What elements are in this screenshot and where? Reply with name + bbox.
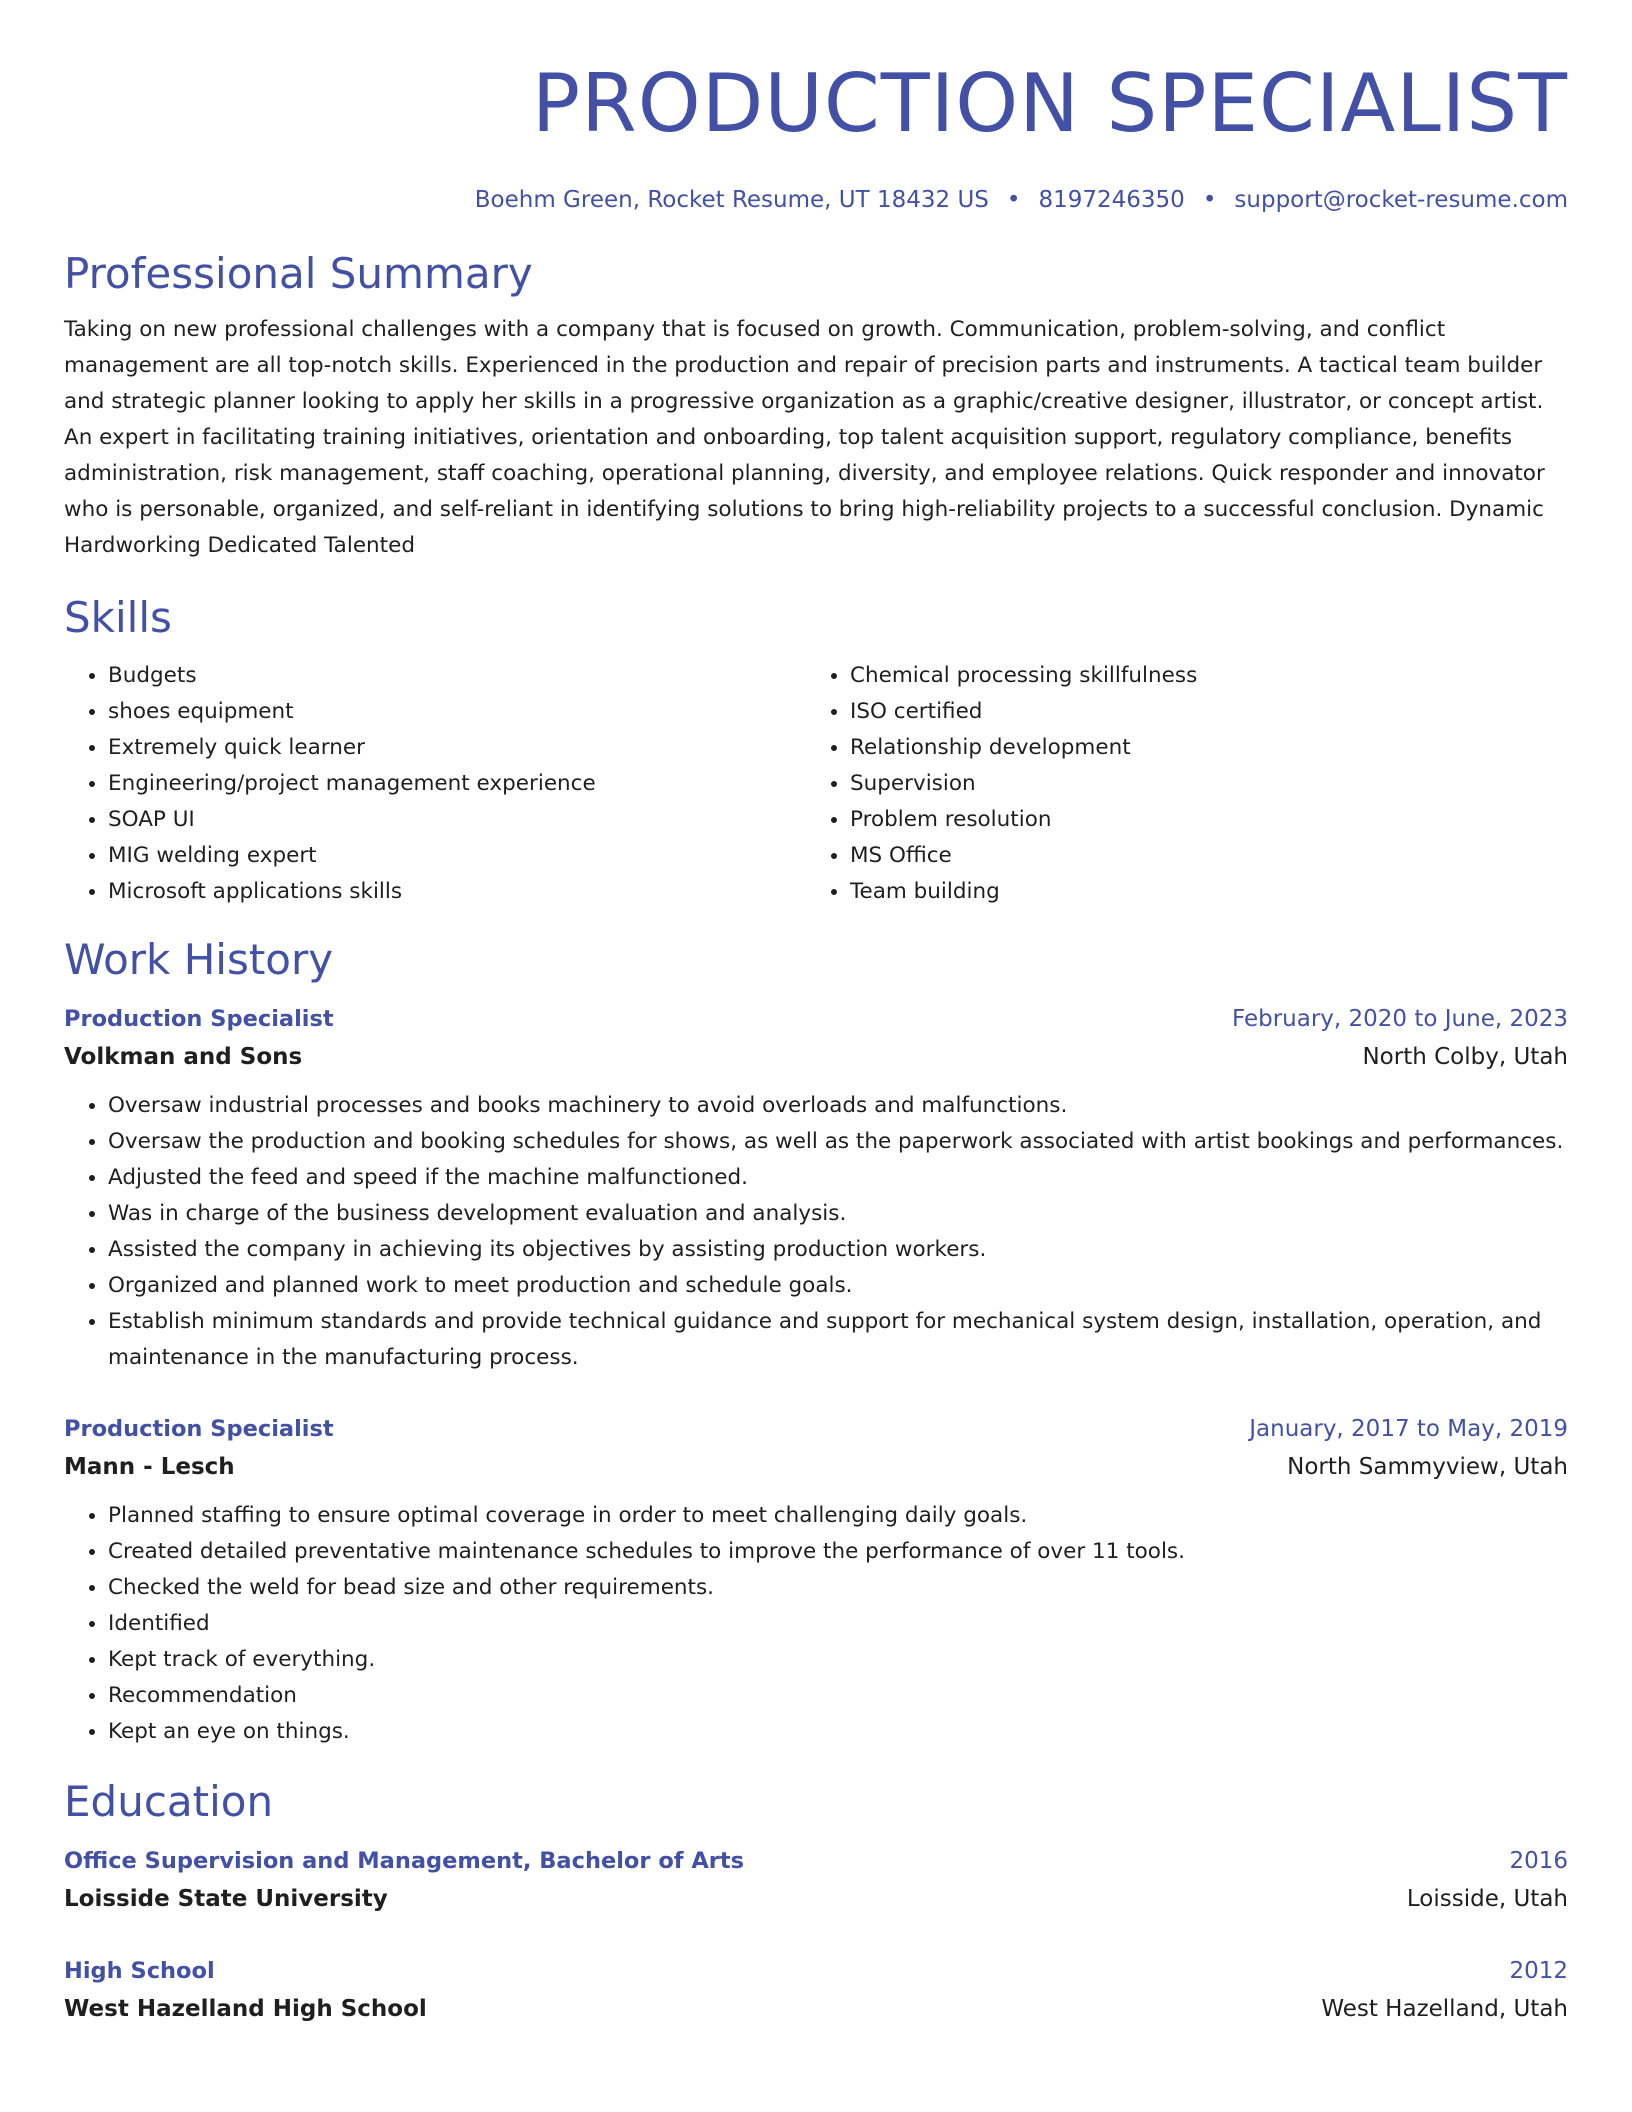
work-entry-header [64, 1000, 1568, 1038]
skills-list-left [64, 658, 806, 910]
education-school: West Hazelland High School [64, 1996, 427, 2022]
education-year: 2016 [1509, 1848, 1568, 1874]
contact-line [64, 184, 1568, 216]
education-year: 2012 [1509, 1958, 1568, 1984]
job-bullet: • Oversaw industrial processes and books machinery to avoid overloads and malfunctions. [108, 1088, 1568, 1124]
skill-item: • Team building [850, 874, 1548, 910]
job-bullet: • Assisted the company in achieving its objectives by assisting production workers. [108, 1232, 1568, 1268]
skills-grid [64, 658, 1568, 910]
education-entry-subheader [64, 1990, 1568, 2028]
job-dates: February, 2020 to June, 2023 [1231, 1006, 1568, 1032]
job-bullet: • Kept track of everything. [108, 1642, 1568, 1678]
work-entry [64, 1410, 1568, 1750]
education-entry [64, 1842, 1568, 1918]
skill-item: • Problem resolution [850, 802, 1548, 838]
education-location: West Hazelland, Utah [1321, 1996, 1568, 2022]
job-bullet: • Establish minimum standards and provide technical guidance and support for mechanical system design, installation, operation, and maintenance in the manufacturing process. [108, 1304, 1568, 1376]
job-bullet: • Planned staffing to ensure optimal coverage in order to meet challenging daily goals. [108, 1498, 1568, 1534]
job-bullet: • Identified [108, 1606, 1568, 1642]
skill-item: • Budgets [108, 658, 806, 694]
job-company: Mann - Lesch [64, 1454, 235, 1480]
education-entry-header [64, 1952, 1568, 1990]
job-title: Production Specialist [64, 1006, 334, 1032]
contact-email: support@rocket-resume.com [1234, 187, 1568, 213]
work-entry [64, 1000, 1568, 1376]
job-location: North Sammyview, Utah [1287, 1454, 1568, 1480]
job-bullets [64, 1088, 1568, 1376]
job-company: Volkman and Sons [64, 1044, 303, 1070]
summary-heading: Professional Summary [64, 249, 533, 298]
work-entry-header [64, 1410, 1568, 1448]
skill-item: • Microsoft applications skills [108, 874, 806, 910]
contact-phone: 8197246350 [1038, 187, 1185, 213]
education-school: Loisside State University [64, 1886, 388, 1912]
skill-item: • ISO certified [850, 694, 1548, 730]
job-bullet: • Adjusted the feed and speed if the machine malfunctioned. [108, 1160, 1568, 1196]
job-dates: January, 2017 to May, 2019 [1249, 1416, 1568, 1442]
skill-item: • SOAP UI [108, 802, 806, 838]
contact-separator: • [1202, 187, 1217, 213]
work-history-heading: Work History [64, 935, 334, 984]
contact-separator: • [1006, 187, 1021, 213]
skill-item: • Engineering/project management experience [108, 766, 806, 802]
job-bullet: • Recommendation [108, 1678, 1568, 1714]
skill-item: • shoes equipment [108, 694, 806, 730]
job-title: Production Specialist [64, 1416, 334, 1442]
skills-heading: Skills [64, 593, 172, 642]
skill-item: • MS Office [850, 838, 1548, 874]
education-degree: Office Supervision and Management, Bachelor of Arts [64, 1848, 745, 1874]
skill-item: • Relationship development [850, 730, 1548, 766]
job-bullet: • Kept an eye on things. [108, 1714, 1568, 1750]
education-heading: Education [64, 1777, 274, 1826]
work-entry-subheader [64, 1038, 1568, 1076]
job-bullet: • Organized and planned work to meet production and schedule goals. [108, 1268, 1568, 1304]
job-bullet: • Was in charge of the business development evaluation and analysis. [108, 1196, 1568, 1232]
skill-item: • Chemical processing skillfulness [850, 658, 1548, 694]
job-bullet: • Created detailed preventative maintenance schedules to improve the performance of over 11 tools. [108, 1534, 1568, 1570]
education-entry-header [64, 1842, 1568, 1880]
education-entry-subheader [64, 1880, 1568, 1918]
job-bullets [64, 1498, 1568, 1750]
job-location: North Colby, Utah [1362, 1044, 1568, 1070]
education-degree: High School [64, 1958, 215, 1984]
resume-title: PRODUCTION SPECIALIST [531, 57, 1568, 150]
contact-address: Boehm Green, Rocket Resume, UT 18432 US [474, 187, 989, 213]
summary-text: Taking on new professional challenges with a company that is focused on growth. Communication, problem-solving, and conflict management are all top-notch skills. Experienced in the production and repair of precision parts and instruments. A tactical team builder and strategic planner looking to apply her skills in a progressive organization as a graphic/creative designer, illustrator, or concept artist. An expert in facilitating training initiatives, orientation and onboarding, top talent acquisition support, regulatory compliance, benefits administration, risk management, staff coaching, operational planning, diversity, and employee relations. Quick responder and innovator who is personable, organized, and self-reliant in identifying solutions to bring high-reliability projects to a successful conclusion. Dynamic Hardworking Dedicated Talented [64, 317, 1545, 558]
education-entry [64, 1952, 1568, 2028]
work-entry-subheader [64, 1448, 1568, 1486]
skill-item: • MIG welding expert [108, 838, 806, 874]
job-bullet: • Oversaw the production and booking schedules for shows, as well as the paperwork associated with artist bookings and performances. [108, 1124, 1568, 1160]
skills-list-right [806, 658, 1548, 910]
education-location: Loisside, Utah [1406, 1886, 1568, 1912]
skill-item: • Supervision [850, 766, 1548, 802]
skill-item: • Extremely quick learner [108, 730, 806, 766]
job-bullet: • Checked the weld for bead size and other requirements. [108, 1570, 1568, 1606]
